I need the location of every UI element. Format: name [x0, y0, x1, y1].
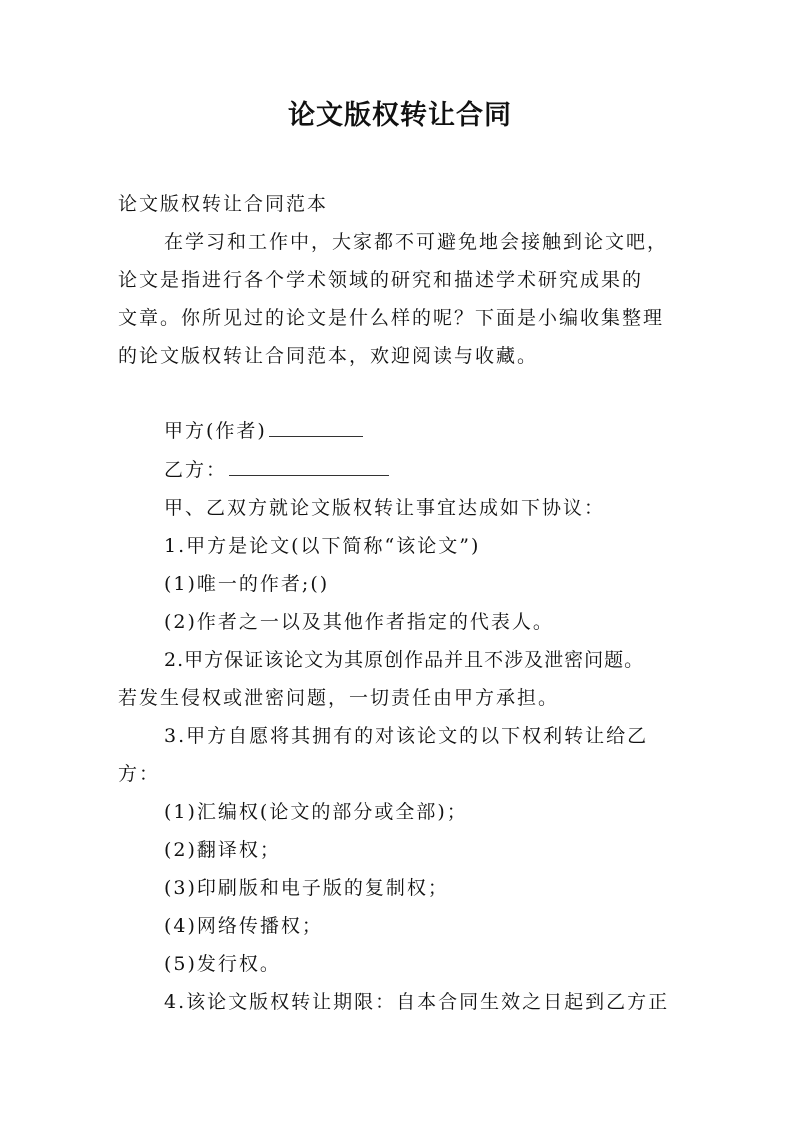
document-subtitle: 论文版权转让合同范本 [118, 193, 329, 215]
party-b-label: 乙方： [164, 459, 228, 481]
clause-3-line-1: 3.甲方自愿将其拥有的对该论文的以下权利转让给乙 [164, 725, 649, 747]
clause-3-line-2: 方： [118, 763, 161, 785]
party-a-line [164, 417, 363, 445]
right-item: (5)发行权。 [164, 953, 281, 975]
right-item: (4)网络传播权； [164, 915, 323, 937]
intro-line-1: 在学习和工作中，大家都不可避免地会接触到论文吧， [164, 231, 669, 253]
document-title: 论文版权转让合同 [288, 100, 512, 131]
party-a-label: 甲方(作者) [164, 420, 267, 442]
intro-line-3: 文章。你所见过的论文是什么样的呢？下面是小编收集整理 [118, 307, 665, 329]
intro-line-4: 的论文版权转让合同范本，欢迎阅读与收藏。 [118, 345, 539, 367]
clause-2-line-1: 2.甲方保证该论文为其原创作品并且不涉及泄密问题。 [164, 649, 645, 671]
party-b-blank[interactable] [229, 457, 389, 476]
clause-4: 4.该论文版权转让期限：自本合同生效之日起到乙方正 [164, 991, 670, 1013]
right-item: (3)印刷版和电子版的复制权； [164, 877, 449, 899]
clause-1: 1.甲方是论文(以下简称“该论文”) [164, 535, 481, 557]
clause-1-option-2: (2)作者之一以及其他作者指定的代表人。 [164, 611, 554, 633]
party-a-blank[interactable] [269, 418, 363, 437]
clause-2-line-2: 若发生侵权或泄密问题，一切责任由甲方承担。 [118, 687, 560, 709]
right-item: (2)翻译权； [164, 839, 281, 861]
right-item: (1)汇编权(论文的部分或全部)； [164, 801, 468, 823]
agreement-line: 甲、乙双方就论文版权转让事宜达成如下协议： [164, 497, 606, 519]
party-b-line [164, 456, 389, 484]
intro-line-2: 论文是指进行各个学术领域的研究和描述学术研究成果的 [118, 269, 644, 291]
clause-1-option-1: (1)唯一的作者;() [164, 573, 330, 595]
